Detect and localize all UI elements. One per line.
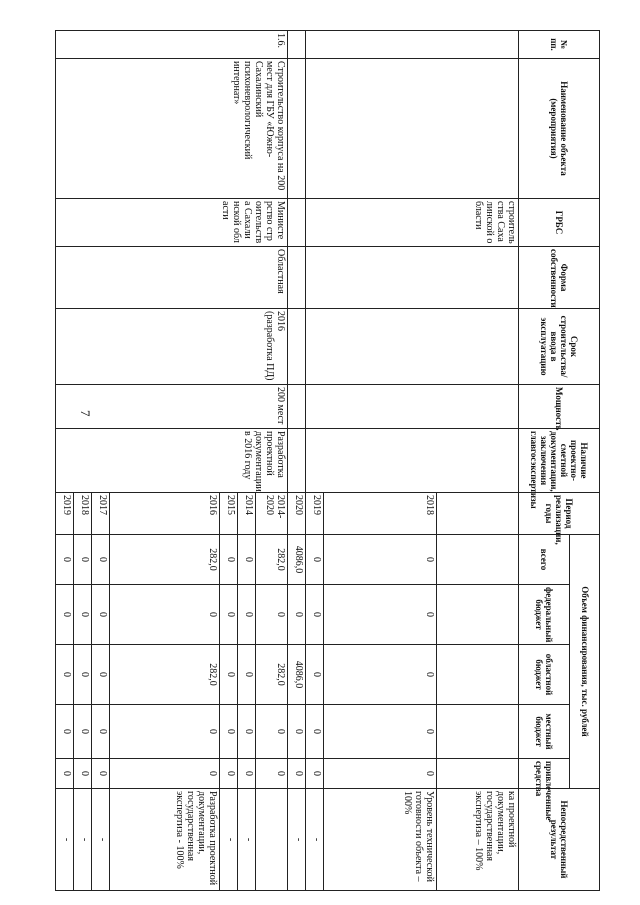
total-cell: 0 [56,535,74,585]
total-cell: 282,0 [256,535,288,585]
period-cell: 2018 [324,493,437,535]
header-other: привлеченные средства [519,759,570,789]
item-psd: Разработка проектной документации в 2016 году [56,429,288,493]
local-cell: 0 [92,705,110,759]
local-cell: 0 [74,705,92,759]
continuation-cell [288,247,306,309]
total-cell: 282,0 [109,535,219,585]
continuation-other [437,759,519,789]
other-cell: 0 [238,759,256,789]
header-result: Непосредственный результат [519,789,600,891]
regional-cell: 0 [220,645,238,705]
rotated-table-container [55,30,600,890]
period-cell: 2014-2020 [256,493,288,535]
local-cell: 0 [56,705,74,759]
result-cell: - [288,789,306,891]
continuation-cell [288,385,306,429]
local-cell: 0 [220,705,238,759]
other-cell: 0 [324,759,437,789]
period-cell: 2016 [109,493,219,535]
item-term: 2016 (разработка ПД) [56,309,288,385]
period-cell: 2014 [238,493,256,535]
continuation-term [306,309,519,385]
regional-cell: 0 [92,645,110,705]
header-financing: Объем финансирования, тыс. рублей [570,535,600,789]
federal-cell: 0 [238,585,256,645]
continuation-cell [288,31,306,59]
federal-cell: 0 [306,585,324,645]
federal-cell: 0 [288,585,306,645]
period-cell: 2017 [92,493,110,535]
regional-cell: 282,0 [109,645,219,705]
header-name: Наименование объекта (мероприятия) [519,59,600,199]
total-cell: 0 [324,535,437,585]
federal-cell: 0 [74,585,92,645]
local-cell: 0 [324,705,437,759]
federal-cell: 0 [220,585,238,645]
header-federal: федеральный бюджет [519,585,570,645]
item-capacity: 200 мест [56,385,288,429]
header-local: местный бюджет [519,705,570,759]
total-cell: 0 [220,535,238,585]
continuation-capacity [306,385,519,429]
continuation-period [437,493,519,535]
header-total: всего [519,535,570,585]
header-regional: областной бюджет [519,645,570,705]
period-cell: 2019 [306,493,324,535]
table-row [288,31,306,891]
local-cell: 0 [109,705,219,759]
page-number: 7 [78,410,93,417]
federal-cell: 0 [324,585,437,645]
continuation-num [306,31,519,59]
continuation-cell [288,199,306,247]
total-cell: 4086,0 [288,535,306,585]
item-grbs: Министерство строительства Сахалинской области [56,199,288,247]
total-cell: 0 [74,535,92,585]
header-capacity: Мощность [519,385,600,429]
continuation-name [306,59,519,199]
result-cell: Разработка проектной документации, государственная экспертиза - 100% [109,789,219,891]
regional-cell: 0 [238,645,256,705]
other-cell: 0 [109,759,219,789]
other-cell: 0 [74,759,92,789]
regional-cell: 282,0 [256,645,288,705]
result-cell: Уровень технической готовности объекта – 100% [324,789,437,891]
result-cell [256,789,288,891]
local-cell: 0 [306,705,324,759]
total-cell: 0 [238,535,256,585]
regional-cell: 0 [56,645,74,705]
header-grbs: ГРБС [519,199,600,247]
continuation-grbs: строительства Сахалинской области [306,199,519,247]
financing-table [55,30,600,891]
other-cell: 0 [92,759,110,789]
regional-cell: 0 [74,645,92,705]
table-row [437,31,519,891]
header-ownership: Форма собственности [519,247,600,309]
local-cell: 0 [256,705,288,759]
header-period: Период реализации, годы [519,493,600,535]
period-cell: 2015 [220,493,238,535]
regional-cell: 0 [324,645,437,705]
other-cell: 0 [256,759,288,789]
item-num: 1.6. [56,31,288,59]
other-cell: 0 [56,759,74,789]
continuation-result: ка проектной документации, государственная экспертиза – 100% [437,789,519,891]
result-cell: - [220,789,238,891]
total-cell: 0 [92,535,110,585]
regional-cell: 4086,0 [288,645,306,705]
header-term: Срок строительства/ввода в эксплуатацию [519,309,600,385]
federal-cell: 0 [256,585,288,645]
local-cell: 0 [238,705,256,759]
period-cell: 2018 [74,493,92,535]
result-cell: - [92,789,110,891]
continuation-psd [306,429,519,493]
continuation-cell [288,429,306,493]
total-cell: 0 [306,535,324,585]
other-cell: 0 [220,759,238,789]
item-ownership: Областная [56,247,288,309]
continuation-local [437,705,519,759]
header-num: № пп. [519,31,600,59]
federal-cell: 0 [109,585,219,645]
header-psd: Наличие проектно-сметной документации, заключения главгосэкспертизы [519,429,600,493]
continuation-cell [288,309,306,385]
period-cell: 2020 [288,493,306,535]
regional-cell: 0 [306,645,324,705]
result-cell: - [306,789,324,891]
continuation-federal [437,585,519,645]
federal-cell: 0 [92,585,110,645]
table-row [256,31,288,891]
item-name: Строительство корпуса на 200 мест для ГБУ «Южно-Сахалинский психоневрологический интернат» [56,59,288,199]
continuation-ownership [306,247,519,309]
other-cell: 0 [306,759,324,789]
period-cell: 2019 [56,493,74,535]
local-cell: 0 [288,705,306,759]
federal-cell: 0 [56,585,74,645]
other-cell: 0 [288,759,306,789]
continuation-total [437,535,519,585]
result-cell: - [238,789,256,891]
continuation-regional [437,645,519,705]
result-cell: - [74,789,92,891]
result-cell: - [56,789,74,891]
continuation-cell [288,59,306,199]
